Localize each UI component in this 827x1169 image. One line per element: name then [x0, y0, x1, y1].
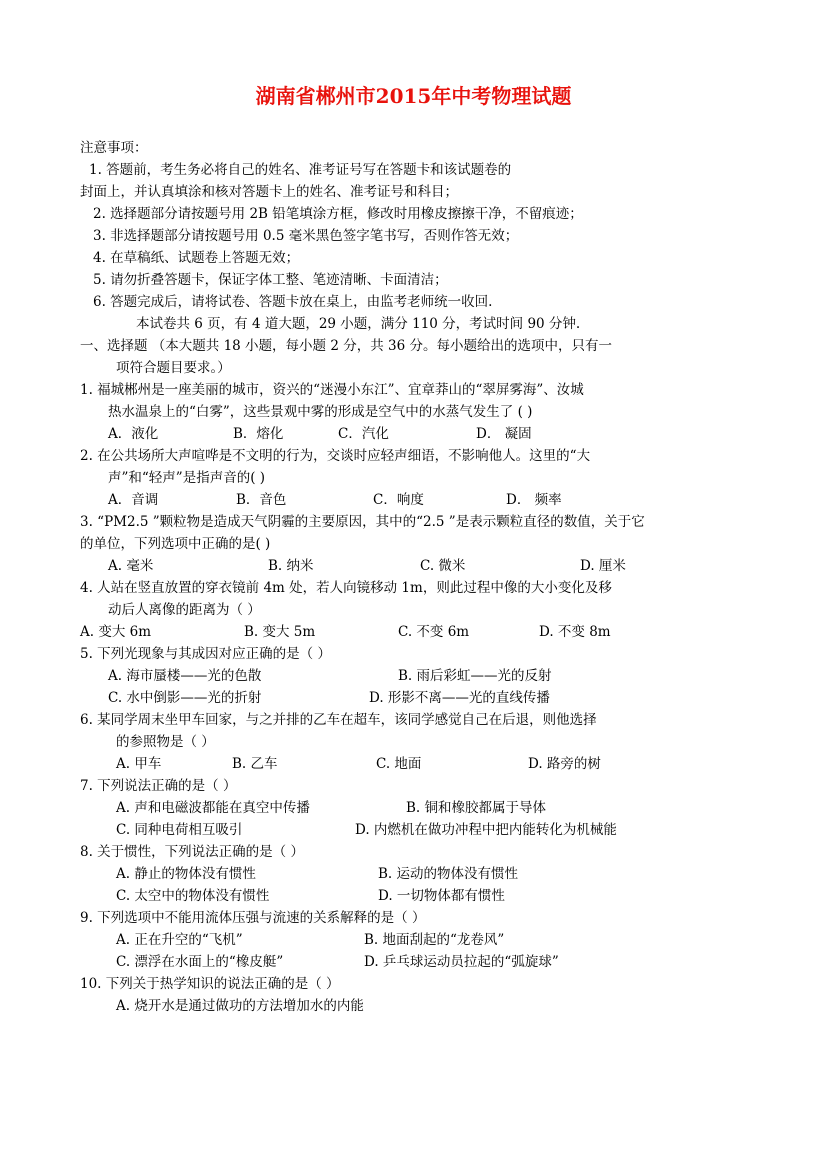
question-stem: 4. 人站在竖直放置的穿衣镜前 4m 处，若人向镜移动 1m，则此过程中像的大小变化及移	[80, 580, 612, 596]
option-b: B. 纳米	[268, 558, 314, 574]
option-b: B．熔化	[233, 426, 284, 442]
option-b: B．音色	[236, 492, 287, 508]
notice-item: 2. 选择题部分请按题号用 2B 铅笔填涂方框，修改时用橡皮擦擦干净，不留痕迹；	[93, 206, 583, 222]
notice-item: 1. 答题前，考生务必将自己的姓名、准考证号写在答题卡和该试题卷的	[89, 162, 512, 178]
option-b: B. 雨后彩虹——光的反射	[398, 668, 552, 684]
question-stem: 5. 下列光现象与其成因对应正确的是（ ）	[80, 646, 331, 662]
option-d: D． 凝固	[476, 426, 532, 442]
option-a: A．液化	[108, 426, 159, 442]
option-a: A. 毫米	[108, 558, 154, 574]
option-b: B. 运动的物体没有惯性	[378, 866, 519, 882]
question-stem: 的参照物是（ ）	[116, 734, 215, 750]
option-d: D. 内燃机在做功冲程中把内能转化为机械能	[355, 822, 617, 838]
option-a: A. 甲车	[116, 756, 162, 772]
option-d: D. 一切物体都有惯性	[378, 888, 505, 904]
page-title: 湖南省郴州市2015年中考物理试题	[255, 84, 572, 108]
question-stem: 8. 关于惯性，下列说法正确的是（ ）	[80, 844, 304, 860]
option-a: A．音调	[108, 492, 159, 508]
question-stem: 动后人离像的距离为（ ）	[108, 602, 261, 618]
option-c: C. 不变 6m	[398, 624, 470, 640]
question-stem: 7. 下列说法正确的是（ ）	[80, 778, 237, 794]
notice-item: 3. 非选择题部分请按题号用 0.5 毫米黑色签字笔书写，否则作答无效；	[93, 228, 519, 244]
question-stem: 声”和“轻声”是指声音的( )	[108, 470, 266, 486]
option-d: D. 乒乓球运动员拉起的“弧旋球”	[364, 954, 559, 970]
option-a: A. 海市蜃楼——光的色散	[108, 668, 262, 684]
option-b: B. 乙车	[232, 756, 278, 772]
notice-item: 6. 答题完成后，请将试卷、答题卡放在桌上，由监考老师统一收回.	[93, 294, 493, 310]
question-stem: 3. “PM2.5 ”颗粒物是造成天气阴霾的主要原因，其中的“2.5 ”是表示颗粒直径的数值，关于它	[80, 514, 645, 530]
exam-summary: 本试卷共 6 页，有 4 道大题，29 小题，满分 110 分，考试时间 90 分钟.	[136, 316, 581, 332]
notice-item: 4. 在草稿纸、试题卷上答题无效；	[93, 250, 300, 266]
notice-item: 封面上，并认真填涂和核对答题卡上的姓名、准考证号和科目；	[80, 184, 458, 200]
option-c: C．汽化	[338, 426, 389, 442]
option-b: B. 铜和橡胶都属于导体	[406, 800, 547, 816]
notice-item: 5. 请勿折叠答题卡，保证字体工整、笔迹清晰、卡面清洁；	[93, 272, 448, 288]
option-d: D. 厘米	[580, 558, 626, 574]
notice-heading: 注意事项：	[80, 140, 148, 156]
option-b: B. 地面刮起的“龙卷风”	[364, 932, 505, 948]
option-b: B. 变大 5m	[244, 624, 316, 640]
question-stem: 热水温泉上的“白雾”，这些景观中雾的形成是空气中的水蒸气发生了 ( )	[108, 404, 533, 420]
question-stem: 1. 福城郴州是一座美丽的城市，资兴的“迷漫小东江”、宜章莽山的“翠屏雾海”、汝城	[80, 382, 584, 398]
question-stem: 2. 在公共场所大声喧哗是不文明的行为，交谈时应轻声细语，不影响他人。这里的“大	[80, 448, 591, 464]
option-c: C. 微米	[420, 558, 466, 574]
option-a: A. 变大 6m	[80, 624, 152, 640]
option-c: C. 同种电荷相互吸引	[116, 822, 243, 838]
option-c: C. 太空中的物体没有惯性	[116, 888, 270, 904]
option-d: D. 路旁的树	[528, 756, 601, 772]
question-stem: 10. 下列关于热学知识的说法正确的是（ ）	[80, 976, 340, 992]
section-heading-cont: 项符合题目要求。）	[116, 360, 231, 376]
option-a: A. 声和电磁波都能在真空中传播	[116, 800, 310, 816]
question-stem: 6. 某同学周末坐甲车回家，与之并排的乙车在超车，该同学感觉自己在后退，则他选择	[80, 712, 597, 728]
option-d: D． 频率	[506, 492, 562, 508]
question-stem: 的单位，下列选项中正确的是( )	[80, 536, 271, 552]
option-a: A. 烧开水是通过做功的方法增加水的内能	[116, 998, 364, 1014]
option-a: A. 正在升空的“飞机”	[116, 932, 243, 948]
option-c: C．响度	[373, 492, 424, 508]
option-d: D. 形影不离——光的直线传播	[369, 690, 550, 706]
option-d: D. 不变 8m	[539, 624, 611, 640]
section-heading: 一、选择题 （本大题共 18 小题，每小题 2 分，共 36 分。每小题给出的选项中，只有一	[80, 338, 612, 354]
option-c: C. 漂浮在水面上的“橡皮艇”	[116, 954, 284, 970]
option-a: A. 静止的物体没有惯性	[116, 866, 256, 882]
option-c: C. 水中倒影——光的折射	[108, 690, 262, 706]
option-c: C. 地面	[376, 756, 422, 772]
question-stem: 9. 下列选项中不能用流体压强与流速的关系解释的是（ ）	[80, 910, 426, 926]
